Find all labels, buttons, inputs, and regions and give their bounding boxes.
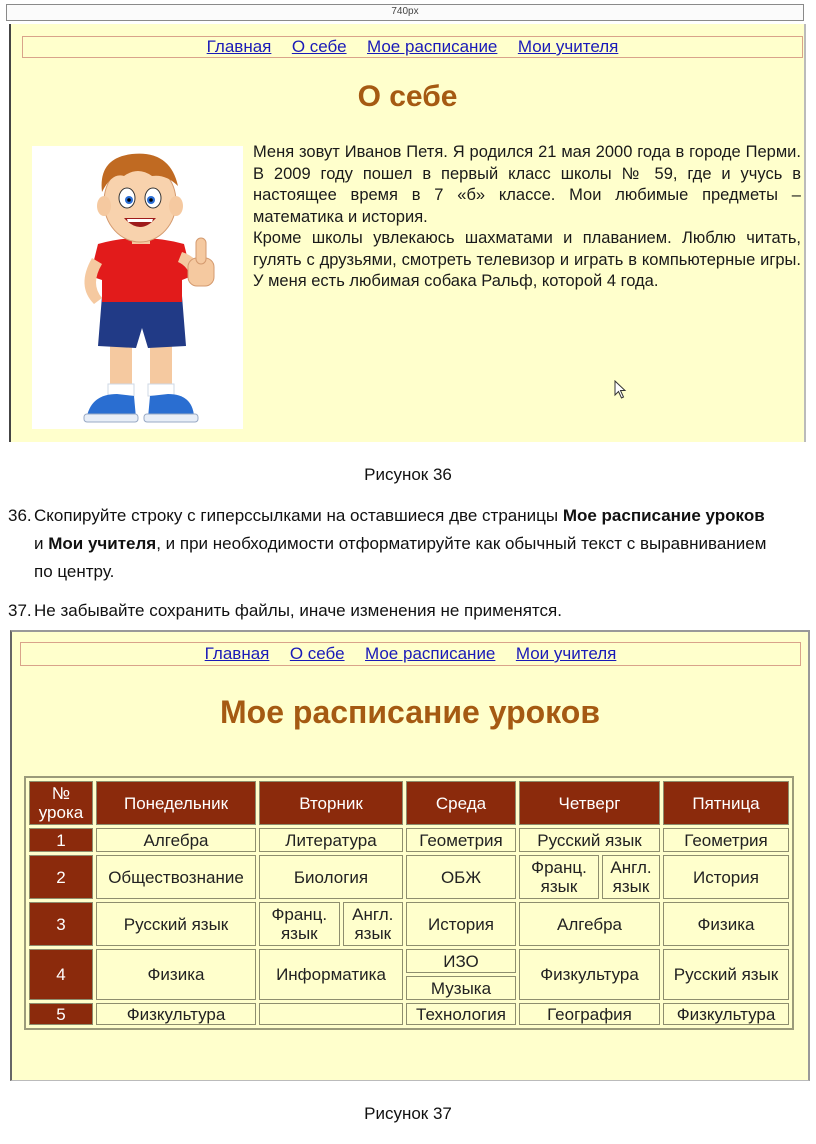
table-cell: Физкультура	[96, 1003, 256, 1025]
text-run: , и при необходимости отформатируйте как обычный текст с выравниванием по центру.	[34, 534, 767, 581]
lesson-number: 3	[29, 902, 93, 946]
table-cell: Технология	[406, 1003, 516, 1025]
table-row	[29, 855, 789, 899]
instruction-36	[8, 502, 798, 586]
lesson-number: 5	[29, 1003, 93, 1025]
table-cell: Геометрия	[663, 828, 789, 852]
ruler-label: 740px	[391, 6, 419, 17]
table-row	[29, 1003, 789, 1025]
nav-link-teachers[interactable]: Мои учителя	[517, 37, 619, 56]
table-header-row	[29, 781, 789, 825]
bold-page-name: Мои учителя	[48, 534, 157, 553]
table-cell: Физкультура	[663, 1003, 789, 1025]
header-day: Четверг	[519, 781, 660, 825]
page-title: О себе	[357, 80, 458, 113]
header-day: Понедельник	[96, 781, 256, 825]
table-cell: ИЗО	[406, 949, 516, 973]
width-ruler	[6, 4, 804, 21]
table-cell: Франц. язык	[519, 855, 599, 899]
header-day: Вторник	[259, 781, 403, 825]
mouse-cursor-icon	[614, 380, 628, 405]
table-cell: Физкультура	[519, 949, 660, 1000]
nav-link-about[interactable]: О себе	[289, 644, 345, 663]
screenshot-schedule-page	[6, 626, 812, 1082]
nav-link-home[interactable]: Главная	[206, 37, 272, 56]
schedule-page	[10, 630, 810, 1081]
nav-link-about[interactable]: О себе	[291, 37, 347, 56]
instruction-37	[8, 597, 798, 625]
bio-text	[253, 142, 801, 293]
table-cell: История	[406, 902, 516, 946]
table-cell: Алгебра	[519, 902, 660, 946]
table-cell: Англ. язык	[602, 855, 660, 899]
table-cell: Музыка	[406, 976, 516, 1000]
lesson-number: 4	[29, 949, 93, 1000]
instruction-text	[34, 502, 774, 586]
screenshot-about-page	[6, 0, 812, 442]
table-cell: Русский язык	[519, 828, 660, 852]
table-row	[29, 949, 789, 973]
instruction-number: 36.	[8, 506, 32, 525]
instruction-text: Не забывайте сохранить файлы, иначе изменения не применятся.	[34, 601, 562, 620]
page-title: Мое расписание уроков	[220, 694, 600, 730]
instruction-number: 37.	[8, 601, 32, 620]
header-day: Пятница	[663, 781, 789, 825]
nav-bar	[20, 642, 801, 666]
table-cell	[259, 1003, 403, 1025]
table-cell: Англ. язык	[343, 902, 403, 946]
text-run: и	[34, 534, 49, 553]
table-row	[29, 828, 789, 852]
bio-paragraph-2: Кроме школы увлекаюсь шахматами и плаванием. Люблю читать, гулять с друзьями, смотреть телевизор и играть в компьютерные игры. У меня есть любимая собака Ральф, которой 4 года.	[253, 229, 801, 290]
figure-caption-37: Рисунок 37	[364, 1104, 452, 1123]
table-row	[29, 902, 789, 946]
header-lesson-number: № урока	[29, 781, 93, 825]
table-cell: Русский язык	[663, 949, 789, 1000]
table-cell: Геометрия	[406, 828, 516, 852]
figure-caption-36: Рисунок 36	[364, 465, 452, 484]
text-run: Скопируйте строку с гиперссылками на оставшиеся две страницы	[34, 506, 563, 525]
table-cell: ОБЖ	[406, 855, 516, 899]
boy-illustration	[32, 146, 243, 429]
table-cell: Русский язык	[96, 902, 256, 946]
table-cell: Биология	[259, 855, 403, 899]
schedule-table	[24, 776, 794, 1030]
table-cell: Информатика	[259, 949, 403, 1000]
table-cell: Обществознание	[96, 855, 256, 899]
table-cell: Физика	[96, 949, 256, 1000]
header-day: Среда	[406, 781, 516, 825]
table-cell: Франц. язык	[259, 902, 340, 946]
table-cell: Физика	[663, 902, 789, 946]
table-cell: История	[663, 855, 789, 899]
table-cell: Литература	[259, 828, 403, 852]
nav-link-home[interactable]: Главная	[204, 644, 270, 663]
nav-bar	[22, 36, 803, 58]
nav-link-schedule[interactable]: Мое расписание	[365, 644, 496, 663]
table-cell: География	[519, 1003, 660, 1025]
table-cell: Алгебра	[96, 828, 256, 852]
bold-page-name: Мое расписание уроков	[562, 506, 765, 525]
about-page	[9, 24, 806, 442]
lesson-number: 1	[29, 828, 93, 852]
bio-paragraph-1: Меня зовут Иванов Петя. Я родился 21 мая 2000 года в городе Перми. В 2009 году пошел в первый класс школы № 59, где и учусь в настоящее время в 7 «б» классе. Мои любимые предметы – математика и история.	[253, 143, 801, 226]
nav-link-teachers[interactable]: Мои учителя	[515, 644, 617, 663]
nav-link-schedule[interactable]: Мое расписание	[367, 37, 498, 56]
lesson-number: 2	[29, 855, 93, 899]
